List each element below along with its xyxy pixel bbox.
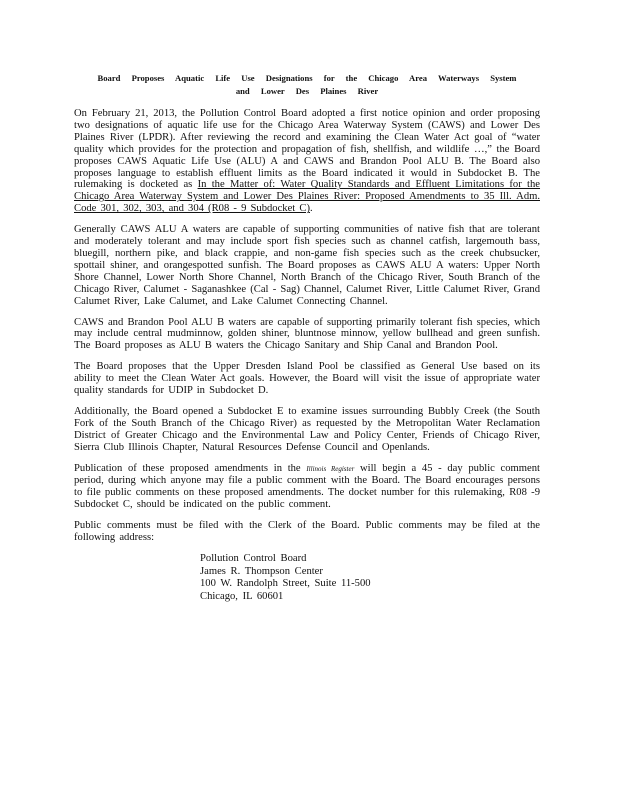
mailing-address xyxy=(200,553,540,603)
title-line-1: Board Proposes Aquatic Life Use Designations for the Chicago Area Waterways System xyxy=(97,73,517,83)
document-title xyxy=(74,72,540,98)
paragraph-alu-a: Generally CAWS ALU A waters are capable of supporting communities of native fish that are tolerant and moderately tolerant and may include sport fish species such as channel catfish, largemouth bass, bluegill, northern pike, and black crappie, and non-game fish species such as the creek chubsucker, spottail shiner, and orangespotted sunfish. The Board proposes as CAWS ALU A waters: Upper North Shore Channel, Lower North Shore Channel, North Branch of the Chicago River, South Branch of the Chicago River, Calumet - Saganashkee (Cal - Sag) Channel, Calumet River, Little Calumet River, Grand Calumet River, Lake Calumet, and Lake Calumet Connecting Channel. xyxy=(74,224,540,307)
title-line-2: and Lower Des Plaines River xyxy=(235,86,379,96)
paragraph-first-notice-text: On February 21, 2013, the Pollution Control Board adopted a first notice opinion and order proposing two designations of aquatic life use for the Chicago Area Waterway System (CAWS) and Lower Des Plaines River (LPDR). After reviewing the record and examining the Clean Water Act goal of “water quality which provides for the protection and propagation of fish, shellfish, and wildlife …,” the Board proposes CAWS Aquatic Life Use (ALU) A and CAWS and Brandon Pool ALU B. The Board also proposes language to establish effluent limits as the Board indicated it would in Subdocket B. The rulemaking is docketed as xyxy=(74,108,540,191)
address-line-4: Chicago, IL 60601 xyxy=(200,590,284,602)
address-line-3: 100 W. Randolph Street, Suite 11-500 xyxy=(200,578,371,590)
paragraph-publication xyxy=(74,463,540,512)
address-line-1: Pollution Control Board xyxy=(200,553,307,564)
paragraph-first-notice-end: . xyxy=(309,203,313,215)
document-page xyxy=(74,72,540,603)
paragraph-subdocket-e: Additionally, the Board opened a Subdocket E to examine issues surrounding Bubbly Creek (the South Fork of the South Branch of the Chicago River) as requested by the Metropolitan Water Reclamation District of Greater Chicago and the Environmental Law and Policy Center, Friends of Chicago River, Sierra Club Illinois Chapter, Natural Resources Defense Council and Openlands. xyxy=(74,405,540,453)
paragraph-public-comments: Public comments must be filed with the Clerk of the Board. Public comments may be filed at the following address: xyxy=(74,520,540,544)
paragraph-alu-b: CAWS and Brandon Pool ALU B waters are capable of supporting primarily tolerant fish species, which may include central mudminnow, golden shiner, bluntnose minnow, yellow bullhead and green sunfish. The Board proposes as ALU B waters the Chicago Sanitary and Ship Canal and Brandon Pool. xyxy=(74,316,540,352)
paragraph-udip: The Board proposes that the Upper Dresden Island Pool be classified as General Use based on its ability to meet the Clean Water Act goals. However, the Board will visit the issue of appropriate water quality standards for UDIP in Subdocket D. xyxy=(74,361,540,397)
illinois-register-title: Illinois Register xyxy=(306,464,355,473)
paragraph-publication-text: Publication of these proposed amendments in the xyxy=(74,462,307,474)
paragraph-first-notice xyxy=(74,108,540,215)
address-line-2: James R. Thompson Center xyxy=(200,565,323,577)
paragraph-publication-rest: will begin a 45 - day public comment period, during which anyone may file a public comment with the Board. The Board encourages persons to file public comments on these proposed amendments. The docket number for this rulemaking, R08 -9 Subdocket C, should be indicated on the public comment. xyxy=(74,462,540,511)
docket-caption: In the Matter of: Water Quality Standards and Effluent Limitations for the Chicago Area Waterway System and Lower Des Plaines River: Proposed Amendments to 35 Ill. Adm. Code 301, 302, 303, and 304 (R08 - 9 Subdocket C) xyxy=(74,179,541,215)
